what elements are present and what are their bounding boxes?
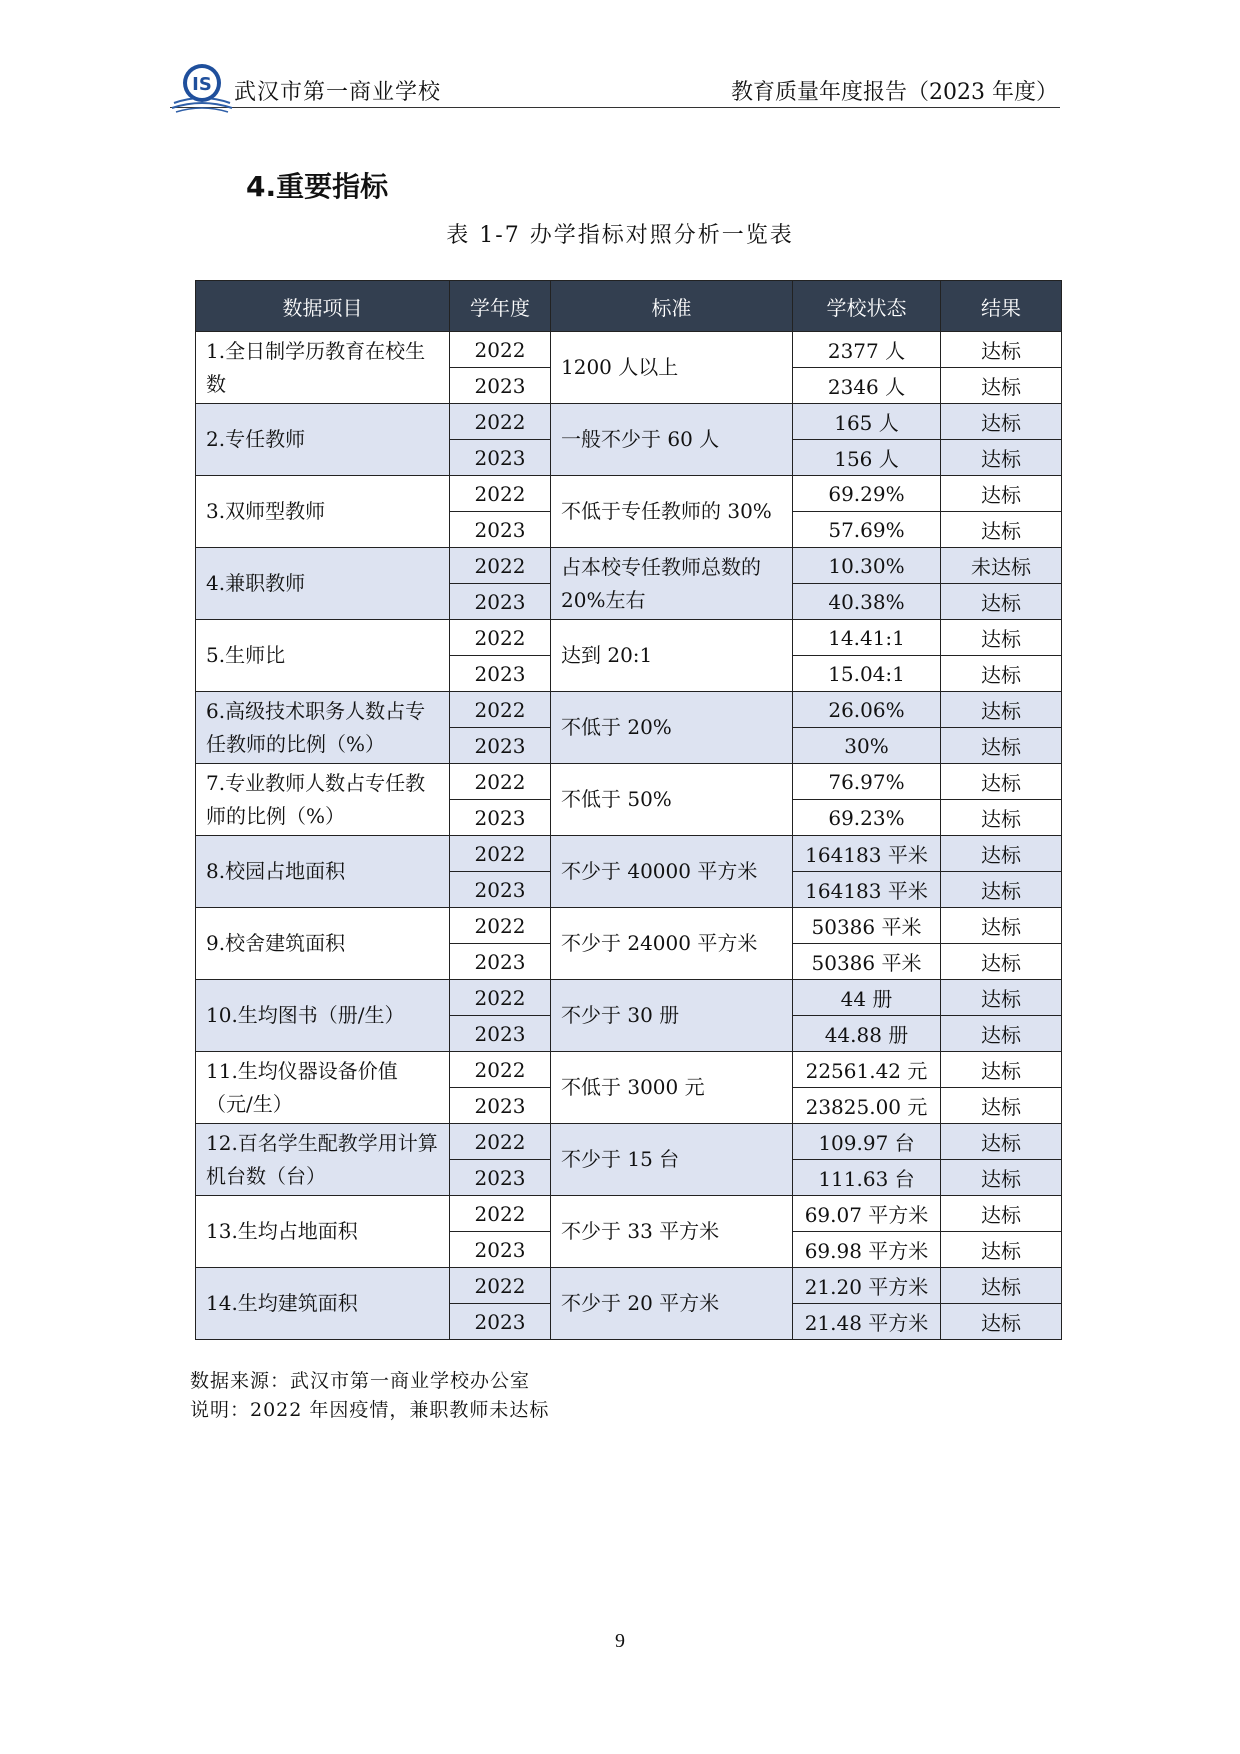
year-cell: 2023 <box>450 584 551 620</box>
status-cell: 69.98 平方米 <box>793 1232 941 1268</box>
year-cell: 2023 <box>450 1160 551 1196</box>
status-cell: 76.97% <box>793 764 941 800</box>
result-cell: 达标 <box>941 404 1062 440</box>
report-title: 教育质量年度报告（2023 年度） <box>731 80 1058 105</box>
standard-cell: 不低于 3000 元 <box>551 1052 793 1124</box>
result-cell: 达标 <box>941 476 1062 512</box>
year-cell: 2022 <box>450 1196 551 1232</box>
remark-note: 说明：2022 年因疫情，兼职教师未达标 <box>190 1399 550 1421</box>
standard-cell: 不低于 20% <box>551 692 793 764</box>
table-row <box>196 1196 1062 1232</box>
year-cell: 2022 <box>450 404 551 440</box>
standard-cell: 不低于专任教师的 30% <box>551 476 793 548</box>
status-cell: 10.30% <box>793 548 941 584</box>
item-cell: 7.专业教师人数占专任教师的比例（%） <box>196 764 450 836</box>
result-cell: 达标 <box>941 1304 1062 1340</box>
result-cell: 未达标 <box>941 548 1062 584</box>
year-cell: 2022 <box>450 908 551 944</box>
year-cell: 2023 <box>450 944 551 980</box>
result-cell: 达标 <box>941 620 1062 656</box>
page-header <box>170 55 1060 108</box>
status-cell: 44.88 册 <box>793 1016 941 1052</box>
year-cell: 2023 <box>450 1232 551 1268</box>
table-row <box>196 692 1062 728</box>
status-cell: 15.04:1 <box>793 656 941 692</box>
result-cell: 达标 <box>941 1196 1062 1232</box>
column-header: 标准 <box>551 281 793 332</box>
item-cell: 10.生均图书（册/生） <box>196 980 450 1052</box>
column-header: 学校状态 <box>793 281 941 332</box>
status-cell: 40.38% <box>793 584 941 620</box>
standard-cell: 不少于 40000 平方米 <box>551 836 793 908</box>
result-cell: 达标 <box>941 836 1062 872</box>
year-cell: 2023 <box>450 440 551 476</box>
table-notes <box>190 1367 549 1425</box>
table-row <box>196 836 1062 872</box>
page-number: 9 <box>615 1630 625 1652</box>
status-cell: 57.69% <box>793 512 941 548</box>
status-cell: 109.97 台 <box>793 1124 941 1160</box>
item-cell: 9.校舍建筑面积 <box>196 908 450 980</box>
result-cell: 达标 <box>941 908 1062 944</box>
item-cell: 6.高级技术职务人数占专任教师的比例（%） <box>196 692 450 764</box>
section-title: 4.重要指标 <box>246 170 389 203</box>
result-cell: 达标 <box>941 1088 1062 1124</box>
result-cell: 达标 <box>941 1052 1062 1088</box>
result-cell: 达标 <box>941 1124 1062 1160</box>
result-cell: 达标 <box>941 656 1062 692</box>
status-cell: 23825.00 元 <box>793 1088 941 1124</box>
result-cell: 达标 <box>941 440 1062 476</box>
standard-cell: 1200 人以上 <box>551 332 793 404</box>
item-cell: 14.生均建筑面积 <box>196 1268 450 1340</box>
year-cell: 2023 <box>450 512 551 548</box>
status-cell: 69.23% <box>793 800 941 836</box>
status-cell: 69.29% <box>793 476 941 512</box>
year-cell: 2023 <box>450 800 551 836</box>
status-cell: 22561.42 元 <box>793 1052 941 1088</box>
table-row <box>196 404 1062 440</box>
result-cell: 达标 <box>941 944 1062 980</box>
year-cell: 2023 <box>450 1016 551 1052</box>
status-cell: 111.63 台 <box>793 1160 941 1196</box>
metrics-table <box>195 280 1062 1340</box>
table-row <box>196 908 1062 944</box>
year-cell: 2022 <box>450 620 551 656</box>
table-row <box>196 476 1062 512</box>
item-cell: 1.全日制学历教育在校生数 <box>196 332 450 404</box>
result-cell: 达标 <box>941 1232 1062 1268</box>
status-cell: 164183 平米 <box>793 872 941 908</box>
table-row <box>196 1268 1062 1304</box>
result-cell: 达标 <box>941 692 1062 728</box>
status-cell: 69.07 平方米 <box>793 1196 941 1232</box>
standard-cell: 达到 20:1 <box>551 620 793 692</box>
result-cell: 达标 <box>941 1016 1062 1052</box>
status-cell: 50386 平米 <box>793 908 941 944</box>
result-cell: 达标 <box>941 980 1062 1016</box>
item-cell: 3.双师型教师 <box>196 476 450 548</box>
status-cell: 44 册 <box>793 980 941 1016</box>
logo-text: IS <box>192 74 212 95</box>
standard-cell: 不少于 15 台 <box>551 1124 793 1196</box>
standard-cell: 不少于 24000 平方米 <box>551 908 793 980</box>
result-cell: 达标 <box>941 1268 1062 1304</box>
item-cell: 11.生均仪器设备价值（元/生） <box>196 1052 450 1124</box>
item-cell: 8.校园占地面积 <box>196 836 450 908</box>
result-cell: 达标 <box>941 1160 1062 1196</box>
standard-cell: 不少于 30 册 <box>551 980 793 1052</box>
table-row <box>196 1124 1062 1160</box>
status-cell: 165 人 <box>793 404 941 440</box>
table-header-row <box>196 281 1062 332</box>
year-cell: 2022 <box>450 1052 551 1088</box>
school-logo-icon <box>170 59 234 115</box>
table-caption: 表 1-7 办学指标对照分析一览表 <box>446 223 794 248</box>
table-body <box>196 332 1062 1340</box>
year-cell: 2023 <box>450 656 551 692</box>
school-name: 武汉市第一商业学校 <box>234 80 442 105</box>
status-cell: 21.48 平方米 <box>793 1304 941 1340</box>
result-cell: 达标 <box>941 368 1062 404</box>
standard-cell: 不少于 33 平方米 <box>551 1196 793 1268</box>
item-cell: 12.百名学生配教学用计算机台数（台） <box>196 1124 450 1196</box>
table-row <box>196 548 1062 584</box>
result-cell: 达标 <box>941 728 1062 764</box>
standard-cell: 一般不少于 60 人 <box>551 404 793 476</box>
status-cell: 156 人 <box>793 440 941 476</box>
data-source-note: 数据来源：武汉市第一商业学校办公室 <box>190 1370 531 1392</box>
year-cell: 2022 <box>450 548 551 584</box>
table-row <box>196 332 1062 368</box>
table-row <box>196 1052 1062 1088</box>
status-cell: 50386 平米 <box>793 944 941 980</box>
year-cell: 2022 <box>450 476 551 512</box>
year-cell: 2023 <box>450 728 551 764</box>
result-cell: 达标 <box>941 512 1062 548</box>
year-cell: 2022 <box>450 332 551 368</box>
year-cell: 2023 <box>450 872 551 908</box>
result-cell: 达标 <box>941 584 1062 620</box>
status-cell: 14.41:1 <box>793 620 941 656</box>
year-cell: 2022 <box>450 764 551 800</box>
status-cell: 2377 人 <box>793 332 941 368</box>
year-cell: 2023 <box>450 1088 551 1124</box>
status-cell: 30% <box>793 728 941 764</box>
year-cell: 2022 <box>450 692 551 728</box>
result-cell: 达标 <box>941 872 1062 908</box>
column-header: 结果 <box>941 281 1062 332</box>
result-cell: 达标 <box>941 332 1062 368</box>
item-cell: 4.兼职教师 <box>196 548 450 620</box>
year-cell: 2022 <box>450 836 551 872</box>
status-cell: 21.20 平方米 <box>793 1268 941 1304</box>
table-row <box>196 620 1062 656</box>
result-cell: 达标 <box>941 800 1062 836</box>
column-header: 学年度 <box>450 281 551 332</box>
status-cell: 26.06% <box>793 692 941 728</box>
standard-cell: 不少于 20 平方米 <box>551 1268 793 1340</box>
year-cell: 2022 <box>450 1124 551 1160</box>
year-cell: 2022 <box>450 1268 551 1304</box>
table-row <box>196 764 1062 800</box>
item-cell: 2.专任教师 <box>196 404 450 476</box>
standard-cell: 不低于 50% <box>551 764 793 836</box>
standard-cell: 占本校专任教师总数的 20%左右 <box>551 548 793 620</box>
year-cell: 2022 <box>450 980 551 1016</box>
item-cell: 13.生均占地面积 <box>196 1196 450 1268</box>
item-cell: 5.生师比 <box>196 620 450 692</box>
year-cell: 2023 <box>450 1304 551 1340</box>
result-cell: 达标 <box>941 764 1062 800</box>
status-cell: 2346 人 <box>793 368 941 404</box>
table-row <box>196 980 1062 1016</box>
column-header: 数据项目 <box>196 281 450 332</box>
status-cell: 164183 平米 <box>793 836 941 872</box>
year-cell: 2023 <box>450 368 551 404</box>
